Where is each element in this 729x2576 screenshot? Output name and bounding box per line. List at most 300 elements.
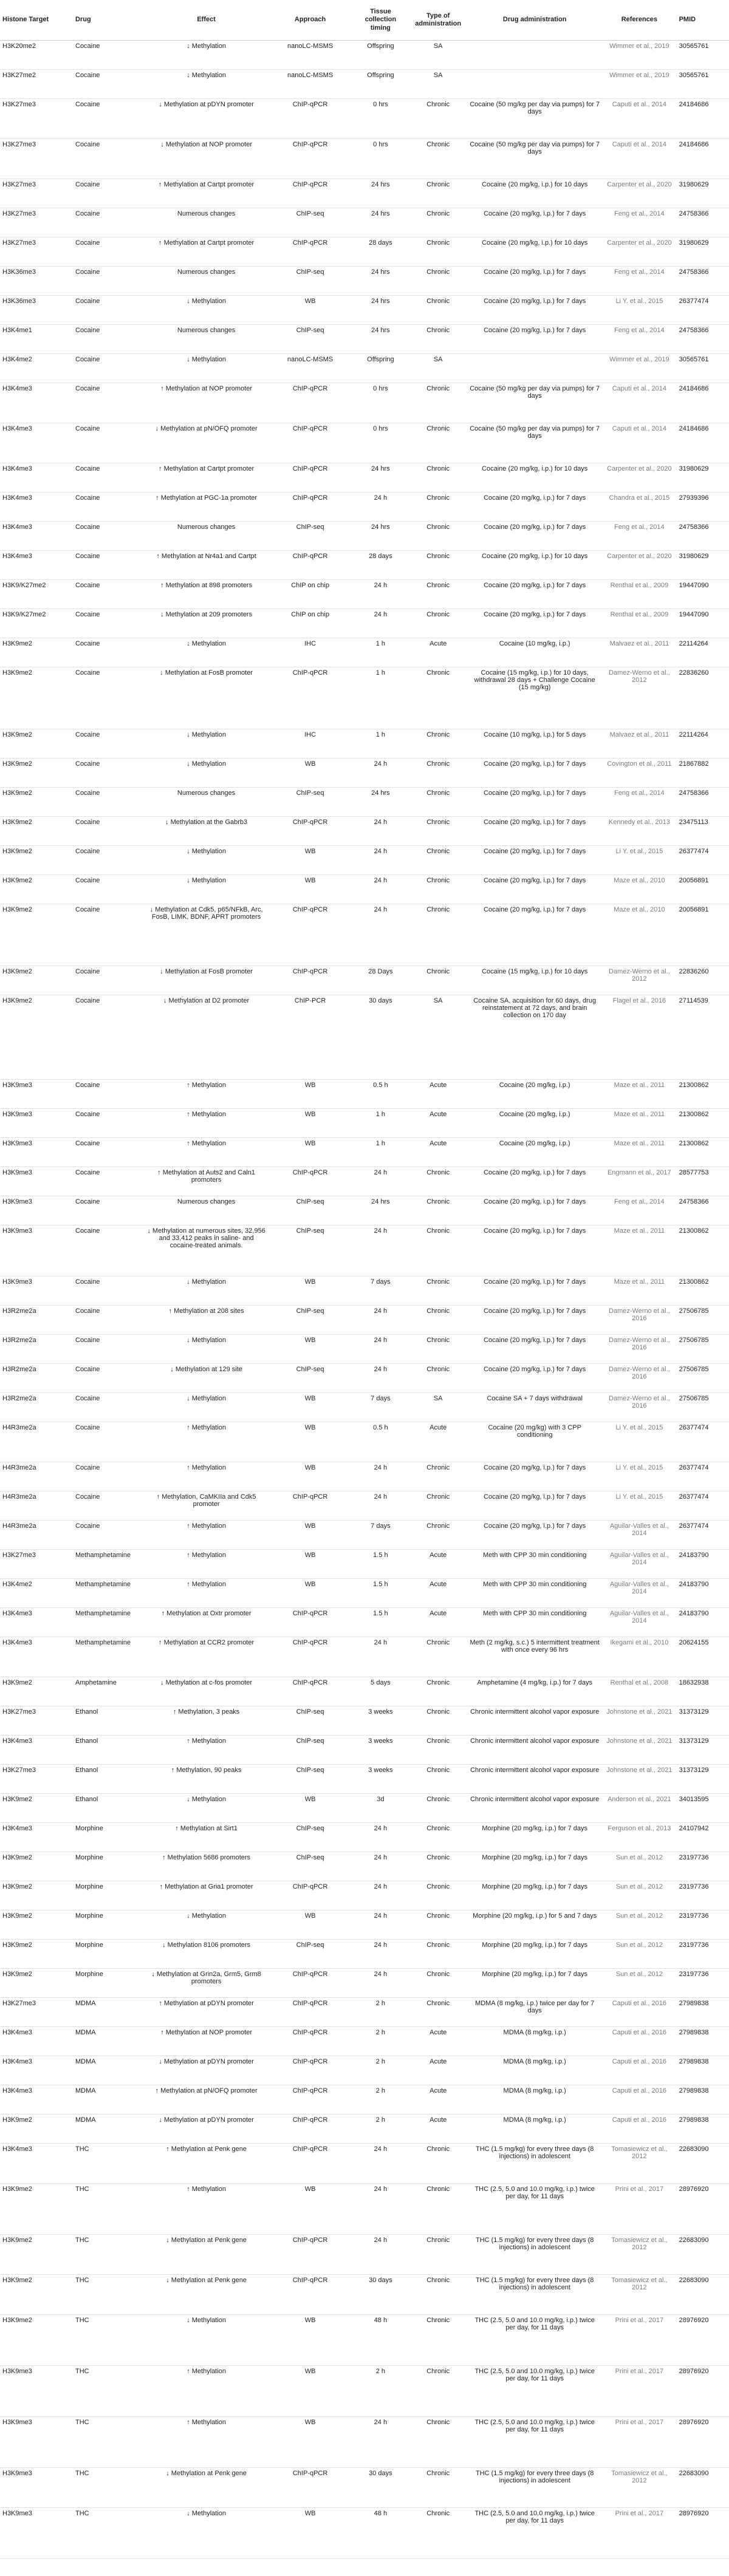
cell-type: Chronic [409,1794,467,1823]
header-tissue-collection-timing: Tissue collection timing [352,0,409,41]
cell-approach: ChIP-seq [269,1940,352,1969]
cell-approach: ChIP-seq [269,1196,352,1225]
cell-effect: ↑ Methylation [145,2184,269,2235]
table-row [0,1765,729,1794]
cell-type: Chronic [409,1736,467,1765]
header-type-of-administration: Type of administration [409,0,467,41]
cell-timing: 24 h [352,1491,409,1521]
cell-reference: Feng et al., 2014 [602,1196,676,1225]
cell-reference: Caputi et al., 2016 [602,2114,676,2144]
cell-pmid: 21300862 [677,1109,729,1138]
table-row [0,2184,729,2235]
cell-approach: ChIP-qPCR [269,1491,352,1521]
cell-timing: 24 h [352,2417,409,2468]
cell-histone-target: H3K9me3 [0,2468,73,2508]
cell-effect: ↑ Methylation at Auts2 and Caln1 promoters [145,1167,269,1196]
cell-effect: Numerous changes [145,325,269,354]
cell-histone-target: H3K9/K27me2 [0,580,73,609]
cell-effect: ↓ Methylation at D2 promoter [145,995,269,1080]
cell-administration: Amphetamine (4 mg/kg, i.p.) for 7 days [467,1677,602,1706]
cell-drug: Morphine [73,1881,145,1910]
cell-pmid: 23197736 [677,1852,729,1881]
cell-effect: ↑ Methylation at NOP promoter [145,383,269,423]
cell-reference: Tomasiewicz et al., 2012 [602,2275,676,2315]
cell-effect: ↑ Methylation [145,1462,269,1491]
cell-histone-target: H3K27me3 [0,179,73,208]
cell-timing: 24 h [352,1852,409,1881]
cell-effect: ↑ Methylation at PGC-1a promoter [145,492,269,522]
cell-reference: Carpenter et al., 2020 [602,237,676,267]
cell-histone-target: H3K9me2 [0,758,73,788]
cell-histone-target: H3K27me2 [0,70,73,99]
cell-approach: WB [269,1794,352,1823]
cell-reference: Damez-Werno et al., 2016 [602,1393,676,1422]
cell-reference: Caputi et al., 2016 [602,2027,676,2056]
cell-reference: Li Y. et al., 2015 [602,1491,676,1521]
cell-histone-target: H3R2me2a [0,1306,73,1335]
cell-drug: Cocaine [73,817,145,846]
cell-type: Chronic [409,609,467,638]
cell-reference: Flagel et al., 2016 [602,995,676,1080]
cell-effect: ↓ Methylation [145,1276,269,1306]
cell-drug: Cocaine [73,758,145,788]
cell-effect: ↓ Methylation [145,296,269,325]
cell-reference: Maze et al., 2011 [602,1276,676,1306]
cell-administration: Cocaine (50 mg/kg per day via pumps) for 7 days [467,383,602,423]
cell-drug: Cocaine [73,966,145,995]
cell-pmid: 27989838 [677,1998,729,2027]
cell-histone-target: H3K27me3 [0,1706,73,1736]
table-row [0,995,729,1080]
cell-histone-target: H3R2me2a [0,1335,73,1364]
cell-effect: ↓ Methylation [145,70,269,99]
cell-approach: WB [269,1422,352,1462]
cell-administration: Cocaine (50 mg/kg per day via pumps) for 7 days [467,423,602,463]
cell-type: Chronic [409,1462,467,1491]
cell-histone-target: H3K9me3 [0,1167,73,1196]
cell-approach: WB [269,2508,352,2559]
cell-pmid: 31373129 [677,1706,729,1736]
cell-histone-target: H3K4me3 [0,463,73,492]
cell-effect: ↑ Methylation at Sirt1 [145,1823,269,1852]
cell-reference: Aguilar-Valles et al., 2014 [602,1608,676,1637]
cell-administration: Cocaine (20 mg/kg, i.p.) [467,1109,602,1138]
table-row [0,817,729,846]
table-row [0,1109,729,1138]
cell-drug: Cocaine [73,1225,145,1276]
cell-effect: ↓ Methylation at Grin2a, Grm5, Grm8 promoters [145,1969,269,1998]
cell-approach: ChIP-qPCR [269,2275,352,2315]
cell-approach: ChIP-qPCR [269,2027,352,2056]
cell-type: Chronic [409,729,467,758]
cell-effect: ↑ Methylation at Cartpt promoter [145,237,269,267]
cell-approach: WB [269,1462,352,1491]
cell-pmid: 22836260 [677,667,729,729]
cell-type: Acute [409,1550,467,1579]
cell-administration: Cocaine (20 mg/kg, i.p.) for 10 days [467,463,602,492]
cell-timing: 24 h [352,1335,409,1364]
cell-histone-target: H3K4me3 [0,2027,73,2056]
cell-drug: THC [73,2275,145,2315]
cell-effect: ↑ Methylation [145,1138,269,1167]
cell-drug: Ethanol [73,1706,145,1736]
cell-effect: ↓ Methylation at c-fos promoter [145,1677,269,1706]
cell-approach: ChIP-seq [269,208,352,237]
cell-timing: 28 days [352,551,409,580]
cell-reference: Caputi et al., 2014 [602,99,676,139]
cell-drug: Ethanol [73,1736,145,1765]
cell-drug: Cocaine [73,551,145,580]
table-row [0,1393,729,1422]
cell-approach: ChIP-seq [269,1306,352,1335]
cell-pmid: 20624155 [677,1637,729,1677]
cell-reference: Wimmer et al., 2019 [602,354,676,383]
cell-pmid: 31980629 [677,551,729,580]
cell-effect: ↑ Methylation at pDYN promoter [145,1998,269,2027]
cell-administration: Cocaine (50 mg/kg per day via pumps) for 7 days [467,99,602,139]
cell-histone-target: H3K4me3 [0,1637,73,1677]
cell-reference: Feng et al., 2014 [602,325,676,354]
cell-drug: Cocaine [73,1521,145,1550]
table-row [0,1998,729,2027]
table-row [0,2315,729,2366]
table-row [0,383,729,423]
cell-effect: Numerous changes [145,788,269,817]
cell-type: Chronic [409,846,467,875]
cell-administration: MDMA (8 mg/kg, i.p.) [467,2085,602,2114]
cell-effect: ↓ Methylation [145,875,269,904]
cell-administration: Cocaine (20 mg/kg, i.p.) [467,1080,602,1109]
cell-administration: Cocaine (20 mg/kg, i.p.) for 10 days [467,237,602,267]
cell-approach: ChIP-qPCR [269,139,352,179]
cell-histone-target: H3K9me2 [0,1969,73,1998]
cell-timing: 7 days [352,1276,409,1306]
cell-pmid: 28577753 [677,1167,729,1196]
cell-histone-target: H3K4me3 [0,522,73,551]
cell-reference: Sun et al., 2012 [602,1881,676,1910]
cell-histone-target: H3K9me3 [0,1225,73,1276]
cell-pmid: 27506785 [677,1393,729,1422]
cell-approach: ChIP-seq [269,1364,352,1393]
cell-type: SA [409,41,467,70]
cell-type: Chronic [409,2275,467,2315]
table-row [0,609,729,638]
cell-administration: Meth with CPP 30 min conditioning [467,1608,602,1637]
cell-drug: Cocaine [73,267,145,296]
cell-approach: WB [269,846,352,875]
table-row [0,139,729,179]
cell-timing: 24 hrs [352,788,409,817]
cell-pmid: 18632938 [677,1677,729,1706]
cell-approach: ChIP-seq [269,325,352,354]
cell-histone-target: H3K9me2 [0,904,73,966]
cell-type: Chronic [409,325,467,354]
cell-timing: 1 h [352,1109,409,1138]
cell-effect: Numerous changes [145,267,269,296]
cell-administration: Cocaine (50 mg/kg per day via pumps) for 7 days [467,139,602,179]
cell-type: Acute [409,2027,467,2056]
cell-approach: ChIP-qPCR [269,463,352,492]
cell-timing: 24 h [352,1881,409,1910]
cell-pmid: 31980629 [677,237,729,267]
cell-type: Acute [409,1579,467,1608]
cell-reference: Wimmer et al., 2019 [602,41,676,70]
table-row [0,2417,729,2468]
header-pmid: PMID [677,0,729,41]
cell-histone-target: H3K9me3 [0,1196,73,1225]
cell-reference: Ferguson et al., 2013 [602,1823,676,1852]
cell-administration: MDMA (8 mg/kg, i.p.) twice per day for 7 days [467,1998,602,2027]
cell-administration: Cocaine (10 mg/kg, i.p.) [467,638,602,667]
cell-reference: Maze et al., 2011 [602,1080,676,1109]
cell-administration: MDMA (8 mg/kg, i.p.) [467,2114,602,2144]
cell-approach: WB [269,2184,352,2235]
cell-administration: Cocaine (15 mg/kg, i.p.) for 10 days, withdrawal 28 days + Challenge Cocaine (15 mg/kg) [467,667,602,729]
table-row [0,99,729,139]
table-row [0,2468,729,2508]
cell-administration: THC (1.5 mg/kg) for every three days (8 injections) in adolescent [467,2235,602,2275]
table-row [0,1550,729,1579]
table-row [0,1794,729,1823]
cell-approach: WB [269,1579,352,1608]
cell-timing: Offspring [352,354,409,383]
table-row [0,2366,729,2417]
cell-histone-target: H3K27me3 [0,1765,73,1794]
cell-timing: 24 h [352,580,409,609]
cell-timing: 24 hrs [352,1196,409,1225]
cell-approach: nanoLC-MSMS [269,354,352,383]
cell-administration: MDMA (8 mg/kg, i.p.) [467,2056,602,2085]
cell-reference: Johnstone et al., 2021 [602,1765,676,1794]
cell-histone-target: H3K9me2 [0,966,73,995]
cell-pmid: 22114264 [677,638,729,667]
cell-reference: Carpenter et al., 2020 [602,463,676,492]
cell-type: Chronic [409,492,467,522]
cell-type: SA [409,995,467,1080]
cell-timing: 24 h [352,1462,409,1491]
table-row [0,1335,729,1364]
cell-effect: ↑ Methylation at Gria1 promoter [145,1881,269,1910]
cell-pmid: 27989838 [677,2114,729,2144]
cell-administration: Meth with CPP 30 min conditioning [467,1550,602,1579]
cell-timing: 24 h [352,1969,409,1998]
cell-histone-target: H3K9me2 [0,875,73,904]
cell-timing: 1.5 h [352,1550,409,1579]
cell-type: Chronic [409,2417,467,2468]
cell-histone-target: H3K4me2 [0,1579,73,1608]
table-row [0,1677,729,1706]
table-row [0,325,729,354]
cell-type: Chronic [409,237,467,267]
cell-histone-target: H3K9me2 [0,638,73,667]
cell-type: Acute [409,2085,467,2114]
table-row [0,1579,729,1608]
cell-pmid: 26377474 [677,1491,729,1521]
cell-drug: Methamphetamine [73,1550,145,1579]
cell-administration: Cocaine (20 mg/kg) with 3 CPP conditioning [467,1422,602,1462]
cell-histone-target: H3R2me2a [0,1364,73,1393]
cell-histone-target: H3K9me2 [0,817,73,846]
cell-approach: ChIP-seq [269,1765,352,1794]
cell-type: SA [409,354,467,383]
table-row [0,1491,729,1521]
cell-approach: nanoLC-MSMS [269,70,352,99]
cell-type: Chronic [409,758,467,788]
cell-approach: ChIP-qPCR [269,179,352,208]
cell-administration: Morphine (20 mg/kg, i.p.) for 7 days [467,1940,602,1969]
cell-type: Chronic [409,1998,467,2027]
cell-reference: Aguilar-Valles et al., 2014 [602,1521,676,1550]
cell-drug: Cocaine [73,1462,145,1491]
cell-pmid: 21867882 [677,758,729,788]
table-row [0,1080,729,1109]
cell-drug: THC [73,2508,145,2559]
cell-drug: Cocaine [73,423,145,463]
table-row [0,296,729,325]
cell-reference: Li Y. et al., 2015 [602,296,676,325]
cell-approach: ChIP-qPCR [269,1608,352,1637]
cell-pmid: 19447090 [677,580,729,609]
cell-timing: 24 hrs [352,267,409,296]
table-row [0,966,729,995]
cell-timing: 24 hrs [352,522,409,551]
cell-administration [467,41,602,70]
cell-reference: Caputi et al., 2014 [602,423,676,463]
cell-drug: MDMA [73,2085,145,2114]
cell-effect: ↑ Methylation [145,2417,269,2468]
cell-administration: Chronic intermittent alcohol vapor exposure [467,1706,602,1736]
cell-timing: 24 h [352,875,409,904]
cell-approach: IHC [269,638,352,667]
cell-timing: 0 hrs [352,99,409,139]
cell-pmid: 22683090 [677,2468,729,2508]
cell-approach: ChIP-qPCR [269,1637,352,1677]
cell-effect: ↓ Methylation at Penk gene [145,2468,269,2508]
cell-approach: WB [269,2417,352,2468]
cell-histone-target: H3K9me2 [0,2114,73,2144]
cell-approach: WB [269,1550,352,1579]
cell-type: Chronic [409,817,467,846]
cell-histone-target: H4R3me2a [0,1491,73,1521]
table-row [0,2235,729,2275]
table-row [0,463,729,492]
cell-effect: Numerous changes [145,1196,269,1225]
cell-timing: 2 h [352,2366,409,2417]
cell-histone-target: H3K9me2 [0,2275,73,2315]
cell-histone-target: H3K9me3 [0,2417,73,2468]
cell-effect: ↓ Methylation at pDYN promoter [145,2056,269,2085]
cell-drug: Cocaine [73,580,145,609]
cell-approach: ChIP-qPCR [269,2056,352,2085]
cell-timing: 24 h [352,758,409,788]
cell-effect: ↓ Methylation [145,758,269,788]
cell-approach: ChIP-seq [269,1706,352,1736]
cell-timing: 28 Days [352,966,409,995]
table-row [0,551,729,580]
cell-histone-target: H3K20me2 [0,41,73,70]
cell-histone-target: H3K4me3 [0,1736,73,1765]
cell-pmid: 24758366 [677,267,729,296]
cell-timing: 0 hrs [352,139,409,179]
cell-drug: Cocaine [73,522,145,551]
cell-type: Chronic [409,2508,467,2559]
cell-drug: MDMA [73,2056,145,2085]
cell-reference: Tomasiewicz et al., 2012 [602,2468,676,2508]
cell-reference: Maze et al., 2011 [602,1225,676,1276]
cell-reference: Wimmer et al., 2019 [602,70,676,99]
cell-type: Chronic [409,296,467,325]
cell-administration: Cocaine (20 mg/kg, i.p.) for 7 days [467,492,602,522]
cell-effect: ↑ Methylation [145,1080,269,1109]
cell-administration: Cocaine (20 mg/kg, i.p.) for 7 days [467,325,602,354]
cell-administration: Cocaine (20 mg/kg, i.p.) for 7 days [467,1335,602,1364]
cell-effect: ↑ Methylation at CCR2 promoter [145,1637,269,1677]
cell-drug: Cocaine [73,875,145,904]
table-row [0,580,729,609]
cell-administration: THC (2.5, 5.0 and 10.0 mg/kg, i.p.) twice per day, for 11 days [467,2366,602,2417]
cell-effect: Numerous changes [145,522,269,551]
table-row [0,1196,729,1225]
cell-drug: MDMA [73,1998,145,2027]
cell-pmid: 27989838 [677,2056,729,2085]
cell-reference: Prini et al., 2017 [602,2184,676,2235]
cell-approach: WB [269,1521,352,1550]
cell-effect: ↑ Methylation [145,1579,269,1608]
table-row [0,1138,729,1167]
cell-approach: ChIP-qPCR [269,667,352,729]
table-row [0,1881,729,1910]
table-row [0,1969,729,1998]
cell-effect: ↑ Methylation at Oxtr promoter [145,1608,269,1637]
cell-type: Chronic [409,179,467,208]
cell-administration: Cocaine SA, acquisition for 60 days, drug reinstatement at 72 days, and brain collection on 170 day [467,995,602,1080]
cell-reference: Damez-Werno et al., 2016 [602,1335,676,1364]
cell-pmid: 24184686 [677,139,729,179]
cell-administration: Cocaine (20 mg/kg, i.p.) for 7 days [467,1306,602,1335]
cell-pmid: 27506785 [677,1364,729,1393]
cell-approach: WB [269,2315,352,2366]
cell-histone-target: H3K9me2 [0,995,73,1080]
table-row [0,423,729,463]
cell-type: Chronic [409,788,467,817]
cell-pmid: 24107942 [677,1823,729,1852]
cell-administration: Morphine (20 mg/kg, i.p.) for 7 days [467,1823,602,1852]
cell-administration: Cocaine (20 mg/kg, i.p.) for 7 days [467,817,602,846]
cell-type: Chronic [409,1335,467,1364]
cell-pmid: 27989838 [677,2027,729,2056]
cell-effect: ↓ Methylation at 209 promoters [145,609,269,638]
cell-histone-target: H3K9me2 [0,667,73,729]
cell-administration [467,354,602,383]
cell-effect: ↓ Methylation [145,1393,269,1422]
cell-effect: ↓ Methylation [145,729,269,758]
cell-timing: 1 h [352,729,409,758]
cell-drug: THC [73,2144,145,2184]
cell-effect: ↑ Methylation at Penk gene [145,2144,269,2184]
cell-reference: Damez-Werno et al., 2012 [602,966,676,995]
cell-pmid: 26377474 [677,846,729,875]
cell-approach: ChIP-seq [269,1225,352,1276]
cell-histone-target: H3K9me3 [0,2508,73,2559]
cell-administration: Cocaine (20 mg/kg, i.p.) for 7 days [467,267,602,296]
cell-timing: 24 h [352,1306,409,1335]
cell-approach: WB [269,1393,352,1422]
cell-histone-target: H3K4me2 [0,354,73,383]
cell-timing: Offspring [352,70,409,99]
cell-pmid: 34013595 [677,1794,729,1823]
cell-histone-target: H3R2me2a [0,1393,73,1422]
cell-timing: 2 h [352,2114,409,2144]
